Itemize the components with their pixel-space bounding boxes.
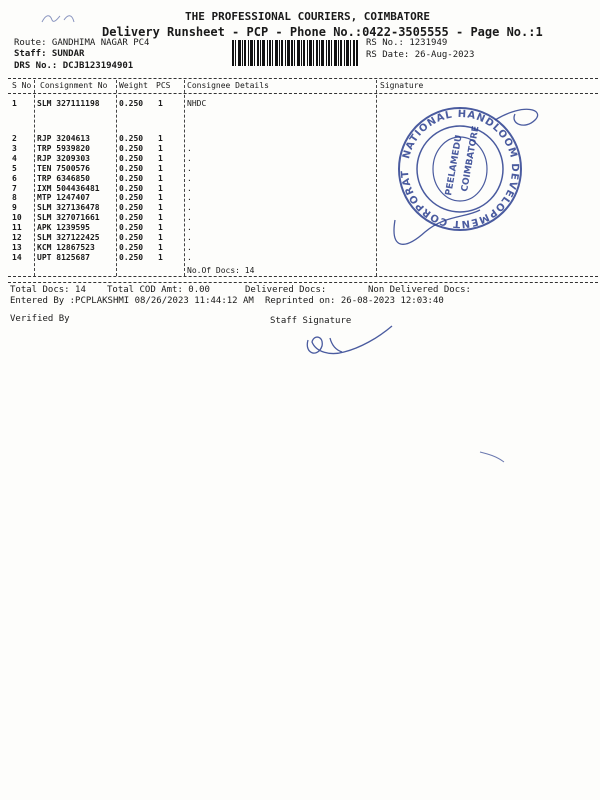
row-consignee-details: .	[187, 183, 192, 193]
svg-text:COIMBATORE: COIMBATORE	[460, 125, 482, 193]
drs-number: DRS No.: DCJB123194901	[14, 61, 134, 71]
row-pcs: 1	[158, 99, 163, 108]
total-docs: Total Docs: 14	[10, 285, 86, 295]
table-top-rule	[8, 78, 598, 79]
row-consignment-no: RJP 3204613	[37, 134, 90, 143]
row-consignment-no: SLM 327122425	[37, 233, 100, 242]
non-delivered-docs: Non Delivered Docs:	[368, 285, 471, 295]
row-consignment-no: UPT 8125687	[37, 252, 90, 262]
row-pcs: 1	[158, 134, 163, 143]
col-weight-header: Weight	[119, 81, 148, 90]
row-sno: 8	[12, 193, 17, 203]
barcode	[232, 40, 358, 66]
row-weight: 0.250	[119, 252, 144, 262]
delivered-docs: Delivered Docs:	[245, 285, 327, 295]
table-bottom-rule	[8, 276, 598, 277]
row-consignee-details: .	[187, 252, 192, 262]
col-sno-header: S No	[12, 81, 32, 90]
staff-label: Staff: SUNDAR	[14, 49, 85, 59]
table-header	[0, 81, 600, 91]
table-bottom-rule-2	[8, 282, 598, 283]
row-weight: 0.250	[119, 242, 144, 252]
row-consignment-no: KCM 12867523	[37, 242, 95, 252]
row-consignee-details: NHDC	[187, 99, 207, 108]
row-sno: 10	[12, 213, 22, 223]
row-consignment-no: RJP 3209303	[37, 153, 90, 163]
row-weight: 0.250	[119, 99, 144, 108]
row-pcs: 1	[158, 153, 163, 163]
row-pcs: 1	[158, 173, 163, 183]
col-pcs-header: PCS	[156, 81, 171, 90]
row-pcs: 1	[158, 252, 163, 262]
row-weight: 0.250	[119, 153, 144, 163]
row-sno: 2	[12, 134, 17, 143]
row-pcs: 1	[158, 163, 163, 173]
route-label: Route: GANDHIMA NAGAR PC4	[14, 38, 150, 48]
entered-by: Entered By :PCPLAKSHMI 08/26/2023 11:44:12 AM	[10, 296, 254, 306]
row-sno: 1	[12, 99, 17, 108]
no-of-docs: No.Of Docs: 14	[187, 266, 255, 275]
row-weight: 0.250	[119, 223, 144, 233]
row-consignment-no: TRP 5939820	[37, 143, 90, 153]
row-weight: 0.250	[119, 213, 144, 223]
table-header-rule	[8, 93, 598, 94]
row-weight: 0.250	[119, 143, 144, 153]
row-weight: 0.250	[119, 183, 144, 193]
row-consignee-details: .	[187, 143, 192, 153]
svg-text:NATIONAL HANDLOOM DEVELOPMENT: NATIONAL HANDLOOM DEVELOPMENT CORPORAT	[399, 108, 521, 230]
row-sno: 3	[12, 143, 17, 153]
row-sno: 11	[12, 223, 22, 233]
row-sno: 5	[12, 163, 17, 173]
row-consignee-details: .	[187, 233, 192, 242]
reprinted-on: Reprinted on: 26-08-2023 12:03:40	[265, 296, 444, 306]
row-weight: 0.250	[119, 134, 144, 143]
row-consignment-no: APK 1239595	[37, 223, 90, 233]
row-pcs: 1	[158, 203, 163, 213]
row-consignment-no: MTP 1247407	[37, 193, 90, 203]
row-pcs: 1	[158, 143, 163, 153]
row-pcs: 1	[158, 233, 163, 242]
consignee-signature	[375, 100, 555, 260]
row-pcs: 1	[158, 223, 163, 233]
staff-signature-mark	[300, 322, 400, 362]
row-sno: 12	[12, 233, 22, 242]
row-consignee-details: .	[187, 242, 192, 252]
row-sno: 7	[12, 183, 17, 193]
row-consignee-details: .	[187, 173, 192, 183]
row-sno: 6	[12, 173, 17, 183]
col-signature-header: Signature	[380, 81, 424, 90]
row-consignee-details: .	[187, 223, 192, 233]
row-consignment-no: TEN 7500576	[37, 163, 90, 173]
row-weight: 0.250	[119, 163, 144, 173]
row-consignment-no: IXM 504436481	[37, 183, 100, 193]
row-pcs: 1	[158, 183, 163, 193]
rs-date: RS Date: 26-Aug-2023	[366, 50, 475, 60]
row-weight: 0.250	[119, 203, 144, 213]
row-consignee-details: .	[187, 153, 192, 163]
verified-by: Verified By	[10, 314, 70, 324]
row-sno: 13	[12, 242, 22, 252]
company-title: THE PROFESSIONAL COURIERS, COIMBATORE	[185, 10, 431, 23]
runsheet-subtitle: Delivery Runsheet - PCP - Phone No.:0422-3505555 - Page No.:1	[102, 25, 543, 39]
row-consignment-no: SLM 327136478	[37, 203, 100, 213]
col-details-header: Consignee Details	[187, 81, 269, 90]
row-consignment-no: TRP 6346850	[37, 173, 90, 183]
svg-text:PEELAMEDU: PEELAMEDU	[444, 134, 465, 197]
row-pcs: 1	[158, 193, 163, 203]
row-sno: 4	[12, 153, 17, 163]
row-weight: 0.250	[119, 173, 144, 183]
row-weight: 0.250	[119, 193, 144, 203]
col-consignment-header: Consignment No	[40, 81, 108, 90]
row-pcs: 1	[158, 242, 163, 252]
row-consignment-no: SLM 327111198	[37, 99, 100, 108]
row-consignment-no: SLM 327071661	[37, 213, 100, 223]
staff-signature-label: Staff Signature	[270, 316, 352, 326]
row-consignee-details: .	[187, 163, 192, 173]
row-consignee-details: .	[187, 203, 192, 213]
rs-number: RS No.: 1231949	[366, 38, 448, 48]
pen-tick-mark	[478, 448, 508, 464]
row-weight: 0.250	[119, 233, 144, 242]
ink-scribble	[40, 10, 80, 30]
total-cod-amount: Total COD Amt: 0.00	[107, 285, 210, 295]
row-sno: 9	[12, 203, 17, 213]
row-consignee-details: .	[187, 193, 192, 203]
row-sno: 14	[12, 252, 22, 262]
row-pcs: 1	[158, 213, 163, 223]
row-consignee-details: .	[187, 213, 192, 223]
